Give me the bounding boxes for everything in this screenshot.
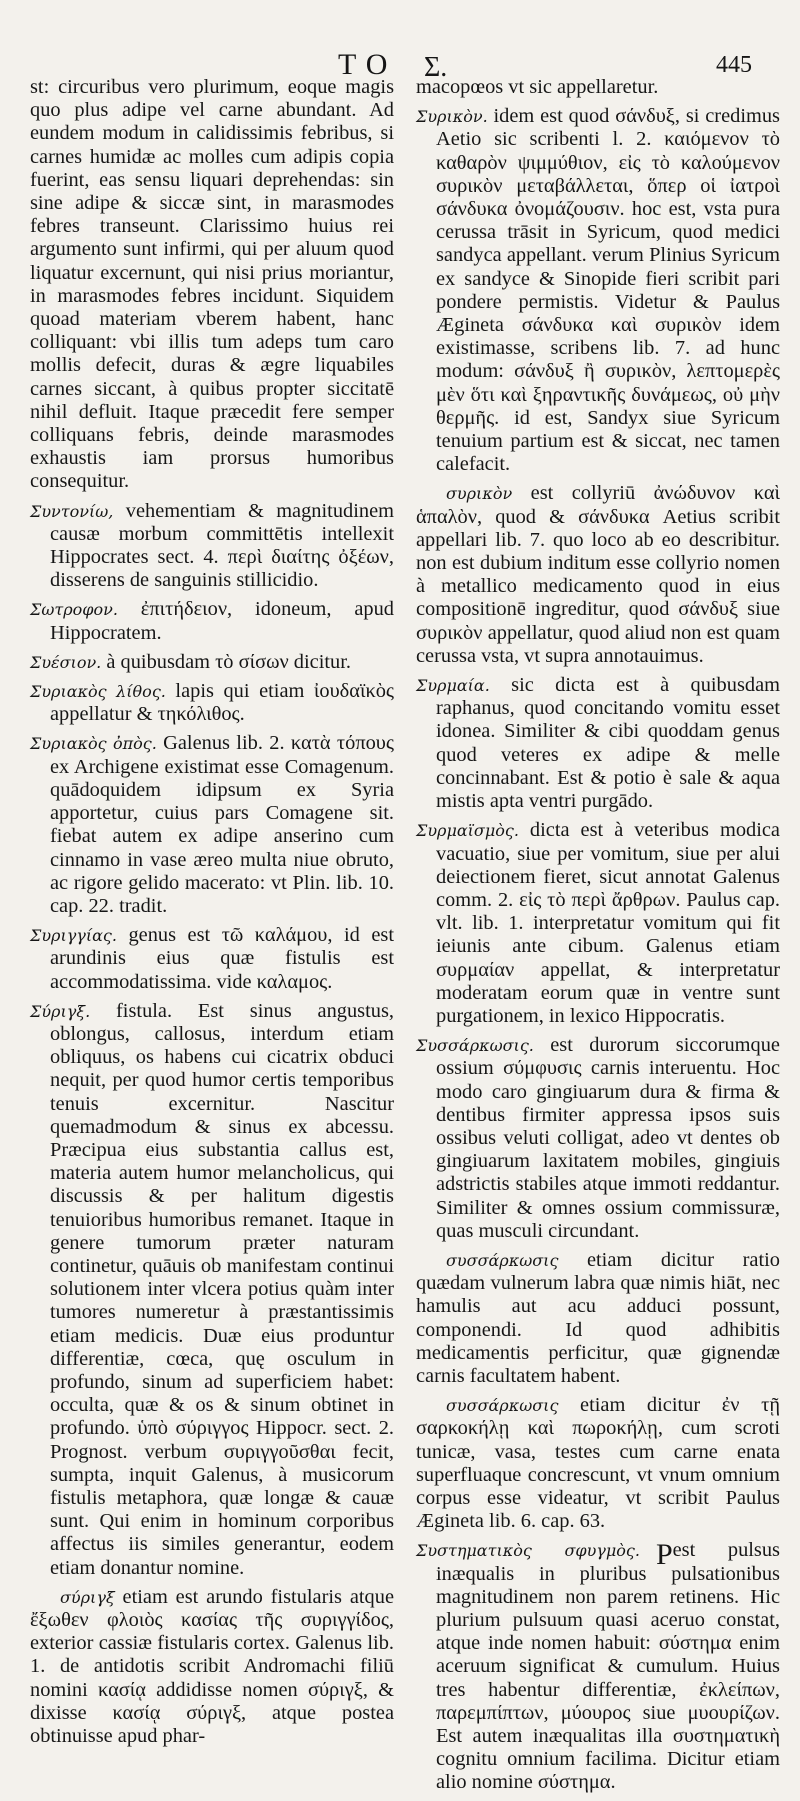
entry-text: Galenus lib. 2. κατὰ τόπους ex Archigene existimat esse Comagenum. quādoquidem idipsum ex Syria apportetur, cuius pars Comagene sit. fiebat autem ex adipe anserino cum cinnamo in vase æreo multa niue obruto, ac rigore gelido macerato: vt Plin. lib. 10. cap. 22. tradit.	[50, 732, 394, 917]
dictionary-entry	[30, 598, 394, 644]
entry-headword: Συέσιον.	[30, 652, 102, 672]
entry-text: lapis qui etiam ἰουδαϊκὸς appellatur & τηκόλιθος.	[50, 680, 394, 726]
dictionary-entry	[30, 500, 394, 593]
dictionary-entry	[30, 924, 394, 994]
entry-headword: Συστηματικὸς σφυγμὸς.	[416, 1541, 640, 1561]
entry-text: est collyriū ἀνώδυνον καὶ ἁπαλὸν, quod & σάνδυκα Aetius scribit appellari lib. 7. quo loco ab eo describitur. non est dubium inditum esse collyrio nomen à metallico medicamento quod in eius compositionē ingreditur, quod σάνδυξ siue συρικὸν appellatur, quod aliud non est quam cerussa vsta, vt supra annotauimus.	[416, 482, 780, 667]
dictionary-entry	[416, 674, 780, 813]
dictionary-entry	[416, 105, 780, 476]
entry-headword: συσσάρκωσις	[446, 1396, 559, 1416]
entry-text: st: circuribus vero plurimum, eoque magis quo plus adipe vel carne abundant. Ad eundem modum in calidissimis febribus, si carnes humidæ ac molles cum adipis copia fuerint, eas sensu liquari deprehendas: sin sine adipe & siccæ sint, in marasmodes febres transeunt. Clarissimo huius rei argumento sunt infirmi, qui per aluum quod liquatur excernunt, qui nisi prius moriantur, in marasmodes febres incidunt. Siquidem quoad materiam vberem habent, hanc colliquant: vbi illis tum adeps tum caro mollis defecit, duras & ægre liquabiles carnes siccant, à quibus propter siccitatē nihil defluit. Itaque præcedit fere semper colliquans febris, deinde marasmodes exhaustis iam prorsus humoribus consequitur.	[30, 76, 394, 493]
dictionary-entry	[30, 680, 394, 726]
entry-headword: Συριγγίας.	[30, 926, 117, 946]
entry-headword: Συριακὸς λίθος.	[30, 682, 166, 702]
entry-text: sic dicta est à quibusdam raphanus, quod concitando vomitu esset idonea. Similiter & cibi quoddam genus quod veteres ex adipe & melle concinnabant. Est & potio è sale & aqua mistis apta ventri purgādo.	[436, 674, 780, 813]
dictionary-entry	[416, 482, 780, 668]
entry-headword: σύριγξ	[60, 1587, 115, 1607]
dictionary-entry	[30, 76, 394, 494]
entry-text: à quibusdam τὸ σίσων dicitur.	[106, 650, 352, 673]
dictionary-entry	[30, 1000, 394, 1580]
entry-text: etiam dicitur ratio quædam vulnerum labra quæ nimis hiāt, nec hamulis aut acu adduci possunt, componendi. Id quod adhibitis medicamentis perficitur, quæ gignendæ carnis facultatem habent.	[416, 1248, 780, 1387]
entry-text: idem est quod σάνδυξ, si credimus Aetio sic scribenti l. 2. καιόμενον τὸ καθαρὸν ψιμμύθιον, εἰς τὸ καλούμενον συρικὸν μεταβάλλεται, ὅπερ οἱ ἰατροὶ σάνδυκα ὀνομάζουσιν. hoc est, vsta pura cerussa trāsit in Syricum, quod medici sandyca appellant. verum Plinius Syricum ex sandyce & Sinopide fieri scribit pari pondere permistis. Videtur & Paulus Ægineta σάνδυκα καὶ συρικὸν idem existimasse, scribens lib. 7. ad hunc modum: σάνδυξ ἢ συρικὸν, λεπτομερὲς μὲν ὅτι καὶ ξηραντικῆς δυνάμεως, οὐ μὴν θερμῆς. id est, Sandyx siue Syricum tenuium partium est & siccat, nec tamen calefacit.	[436, 105, 780, 476]
entry-text: ἐπιτήδειον, idoneum, apud Hippocratem.	[50, 598, 394, 644]
entry-headword: Συρικὸν.	[416, 107, 488, 127]
entry-text: dicta est à veteribus modica vacuatio, siue per vomitum, siue per alui deiectionem fieret, sicut annotat Galenus comm. 2. εἰς τὸ περὶ ἄρθρων. Paulus cap. vlt. lib. 1. interpretatur vomitum qui fit ieiunis ante cibum. Galenus etiam συρμαίαν appellat, & interpretatur moderatam eorum quæ in ventre sunt purgationem, in lexico Hippocratis.	[436, 819, 780, 1027]
entry-text: etiam dicitur ἐν τῇ σαρκοκήλῃ καὶ πωροκήλῃ, cum scroti tunicæ, vasa, testes cum carne enata superfluaque concrescunt, vt vnum omnium corpus esse videatur, vt scribit Paulus Ægineta lib. 6. cap. 63.	[416, 1394, 780, 1533]
header-right: Σ.	[424, 52, 448, 83]
entry-headword: συσσάρκωσις	[446, 1250, 559, 1270]
entry-headword: Σωτροφον.	[30, 600, 118, 620]
entry-headword: Σύριγξ.	[30, 1001, 91, 1021]
entry-headword: Συρμαϊσμὸς.	[416, 821, 519, 841]
running-header	[0, 22, 800, 82]
page-number: 445	[716, 52, 752, 78]
header-left: TO	[338, 48, 398, 81]
entry-headword: Συριακὸς ὀπὸς.	[30, 734, 157, 754]
entry-text: etiam est arundo fistularis atque ἔξωθεν φλοιὸς κασίας τῆς συριγγίδος, exterior cassiæ fistularis cortex. Galenus lib. 1. de antidotis scribit Andromachi filiū nomini κασίᾳ addidisse nomen σύριγξ, & dixisse κασίᾳ σύριγξ, atque postea obtinuisse apud phar-	[30, 1585, 394, 1748]
entry-headword: Συρμαία.	[416, 676, 490, 696]
left-column	[30, 76, 394, 1754]
dictionary-entry	[416, 1539, 780, 1794]
entry-headword: Συντονίω,	[30, 501, 114, 521]
entry-headword: Συσσάρκωσις.	[416, 1036, 534, 1056]
entry-headword: συρικὸν	[446, 484, 513, 504]
signature-mark: P	[656, 1538, 673, 1571]
entry-text: fistula. Est sinus angustus, oblongus, callosus, interdum etiam obliquus, os habens cui cicatrix obduci nequit, per quod humor certis temporibus tenuis excernitur. Nascitur quemadmodum & sinus ex abcessu. Præcipua eius substantia callus est, materia autem humor melancholicus, qui discussis & per halitum digestis tenuioribus humoribus remanet. Itaque in genere tumorum præter naturam continetur, quāuis ob manifestam continui solutionem inter vlcera potius quàm inter tumores numeretur à præstantissimis etiam medicis. Duæ eius produntur differentiæ, cœca, quę osculum in profundo, sinum ad superficiem habet: occulta, quæ & os & sinum obtinet in profundo. ὑπὸ σύριγγος Hippocr. sect. 2. Prognost. verbum συριγγοῦσθαι fecit, sumpta, inquit Galenus, à musicorum fistulis metaphora, quæ longæ & cauæ sunt. Qui enim in hominum corporibus affectus iis similes generantur, eodem etiam donantur nomine.	[50, 999, 394, 1579]
dictionary-entry	[30, 651, 394, 674]
entry-text: est durorum siccorumque ossium σύμφυσις carnis interuentu. Hoc modo caro gingiuarum dura & firma & dentibus firmiter appressa ipsos suis ossibus veluti colligat, adeo vt dentes ob gingiuarum laxitatem mobiles, gingiuis adstrictis stabiles atque immoti reddantur. Similiter & omnes ossium commissuræ, quas musculi circundant.	[436, 1034, 780, 1242]
dictionary-entry	[416, 76, 780, 99]
entry-text: vehementiam & magnitudinem causæ morbum committētis intellexit Hippocrates sect. 4. περὶ διαίτης ὀξέων, disserens de sanguinis stillicidio.	[50, 499, 394, 592]
right-column	[416, 76, 780, 1801]
dictionary-entry	[416, 1034, 780, 1243]
dictionary-entry	[416, 1394, 780, 1533]
entry-text: macopœos vt sic appellaretur.	[416, 76, 659, 98]
entry-text: genus est τῶ καλάμου, id est arundinis eius quæ fistulis est accommodatissima. vide καλαμος.	[50, 924, 394, 993]
entry-text: est pulsus inæqualis in pluribus pulsationibus magnitudinem non parem retinens. Hic plurium pulsuum quasi aceruo constat, atque inde nomen habuit: σύστημα enim aceruum significat & cumulum. Huius tres habentur differentiæ, ἐκλείπων, παρεμπίπτων, μύουρος siue μυουρίζων. Est autem inæqualitas illa συστηματικὴ cognitu omnium facilima. Dicitur etiam alio nomine σύστημα.	[436, 1539, 780, 1794]
dictionary-entry	[416, 1249, 780, 1388]
dictionary-entry	[416, 819, 780, 1028]
dictionary-entry	[30, 732, 394, 918]
dictionary-entry	[30, 1586, 394, 1748]
